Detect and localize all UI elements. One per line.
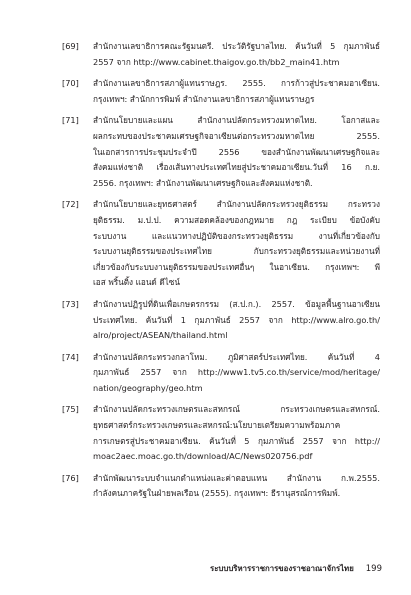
reference-entry: [62, 471, 380, 502]
reference-line: ยุติธรรม. ม.ป.ป. ความสอดคล้องของกฎหมาย กฎ ระเบียบ ข้อบังคับ: [93, 214, 380, 225]
reference-line: เกี่ยวข้องกับระบบงานยุติธรรมของประเทศอื่นๆ ในอาเซียน. กรุงเทพฯ: พี: [93, 261, 380, 272]
reference-text: [93, 471, 380, 502]
reference-number: [70]: [62, 78, 79, 89]
reference-entry: [62, 39, 380, 70]
reference-line: สำนักงานปลัดกระทรวงเกษตรและสหกรณ์ กระทรวงเกษตรและสหกรณ์.: [93, 404, 380, 415]
reference-line: ประเทศไทย. ค้นวันที่ 1 กุมภาพันธ์ 2557 จาก http://www.alro.go.th/: [93, 314, 380, 325]
reference-line: กุมภาพันธ์ 2557 จาก http://www1.tv5.co.th/service/mod/heritage/: [93, 367, 380, 378]
reference-line: nation/geography/geo.htm: [93, 382, 203, 393]
reference-line: alro/project/ASEAN/thailand.html: [93, 330, 228, 341]
reference-line: สำนักงานเลขาธิการสภาผู้แทนราษฎร. 2555. การก้าวสู่ประชาคมอาเซียน.: [93, 78, 380, 89]
reference-line: เอส พริ้นติ้ง แอนด์ ดีไซน์: [93, 277, 180, 288]
reference-line: สำนักงานเลขาธิการคณะรัฐมนตรี. ประวัติรัฐบาลไทย. ค้นวันที่ 5 กุมภาพันธ์: [93, 41, 380, 51]
reference-number: [71]: [62, 115, 79, 126]
reference-line: ระบบงาน และแนวทางปฏิบัติของกระทรวงยุติธรรม งานที่เกี่ยวข้องกับ: [93, 230, 380, 241]
reference-line: กำลังคนภาครัฐในฝ่ายพลเรือน (2555). กรุงเทพฯ: ธีรานุสรณ์การพิมพ์.: [93, 488, 341, 499]
reference-line: การเกษตรสู่ประชาคมอาเซียน. ค้นวันที่ 5 กุมภาพันธ์ 2557 จาก http://: [93, 435, 380, 446]
reference-text: [93, 39, 380, 70]
reference-line: moac2aec.moac.go.th/download/AC/News020756.pdf: [93, 451, 313, 462]
reference-text: [93, 197, 380, 291]
reference-line: สังคมแห่งชาติ เรื่องเส้นทางประเทศไทยสู่ประชาคมอาเซียน.วันที่ 16 ก.ย.: [93, 162, 380, 173]
reference-list: [62, 39, 380, 508]
reference-text: [93, 350, 380, 397]
reference-line: กรุงเทพฯ: สำนักการพิมพ์ สำนักงานเลขาธิการสภาผู้แทนราษฎร: [93, 93, 315, 104]
reference-line: สำนักนโยบายและยุทธศาสตร์ สำนักงานปลัดกระทรวงยุติธรรม กระทรวง: [93, 199, 380, 210]
reference-text: [93, 76, 380, 107]
reference-number: [74]: [62, 351, 79, 362]
reference-number: [73]: [62, 298, 79, 309]
reference-text: [93, 297, 380, 344]
reference-line: ระบบงานยุติธรรมของประเทศไทย กับกระทรวงยุติธรรมและหน่วยงานที่: [93, 246, 380, 257]
reference-text: [93, 402, 380, 464]
reference-number: [72]: [62, 199, 79, 210]
running-title: ระบบบริหารราชการของราชอาณาจักรไทย: [210, 564, 354, 573]
reference-line: สำนักงานปลัดกระทรวงกลาโหม. ภูมิศาสตร์ประเทศไทย. ค้นวันที่ 4: [93, 351, 380, 362]
reference-entry: [62, 113, 380, 191]
reference-text: [93, 113, 380, 191]
reference-line: ผลกระทบของประชาคมเศรษฐกิจอาเซียนต่อกระทรวงมหาดไทย 2555.: [93, 130, 380, 141]
page-number: 199: [365, 564, 382, 574]
reference-line: 2556. กรุงเทพฯ: สำนักงานพัฒนาเศรษฐกิจและสังคมแห่งชาติ.: [93, 177, 313, 188]
reference-line: สำนักงานปฏิรูปที่ดินเพื่อเกษตรกรรม (ส.ป.ก.). 2557. ข้อมูลพื้นฐานอาเซียน: [93, 298, 380, 309]
reference-line: ยุทธศาสตร์กระทรวงเกษตรและสหกรณ์:นโยบายเตรียมความพร้อมภาค: [93, 420, 341, 431]
reference-line: สำนักพัฒนาระบบจำแนกตำแหน่งและค่าตอบแทน สำนักงาน ก.พ.2555.: [93, 472, 380, 483]
reference-entry: [62, 76, 380, 107]
reference-number: [76]: [62, 472, 79, 483]
reference-line: 2557 จาก http://www.cabinet.thaigov.go.th/bb2_main41.htm: [93, 56, 340, 67]
reference-number: [75]: [62, 404, 79, 415]
reference-entry: [62, 350, 380, 397]
reference-entry: [62, 297, 380, 344]
reference-entry: [62, 402, 380, 464]
page-footer: [210, 558, 382, 580]
reference-entry: [62, 197, 380, 291]
reference-number: [69]: [62, 41, 79, 51]
reference-line: ในเอกสารการประชุมประจำปี 2556 ของสำนักงานพัฒนาเศรษฐกิจและ: [93, 146, 380, 157]
reference-line: สำนักนโยบายและแผน สำนักงานปลัดกระทรวงมหาดไทย. โอกาสและ: [93, 115, 380, 126]
